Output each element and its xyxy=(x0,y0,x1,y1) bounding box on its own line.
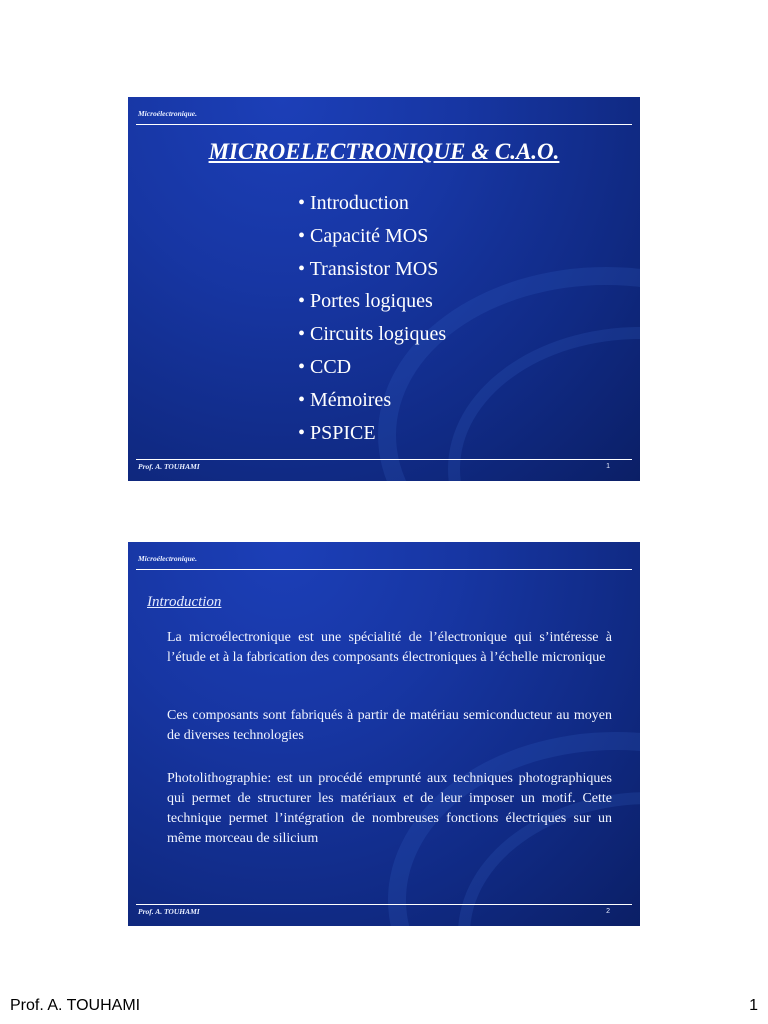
outline-item: • Mémoires xyxy=(298,388,392,411)
slide-page-number: 1 xyxy=(606,463,610,470)
outline-item: • Portes logiques xyxy=(298,290,433,313)
slide-page-number: 2 xyxy=(606,908,610,915)
slide-title: MICROELECTRONIQUE & C.A.O. xyxy=(208,139,560,164)
outline-item: • CCD xyxy=(298,355,352,378)
slide-1 xyxy=(128,97,640,481)
paragraph: La microélectronique est une spécialité de l’électronique qui s’intéresse à l’étude et à la fabrication des composants électroniques à l’échelle micronique xyxy=(167,630,612,665)
decorative-swoosh xyxy=(448,327,640,481)
outline-item: • Transistor MOS xyxy=(298,257,439,280)
paragraph: Ces composants sont fabriqués à partir de matériau semiconducteur au moyen de diverses technologies xyxy=(167,708,612,743)
footer-divider xyxy=(136,904,632,905)
slide-footer: Prof. A. TOUHAMI xyxy=(138,462,200,471)
outline-item: • Capacité MOS xyxy=(298,224,429,247)
outline-item: • PSPICE xyxy=(298,421,376,444)
slide-header: Microélectronique. xyxy=(138,109,197,118)
header-divider xyxy=(136,124,632,125)
slide-footer: Prof. A. TOUHAMI xyxy=(138,907,200,916)
slide-header: Microélectronique. xyxy=(138,554,197,563)
page-footer-number: 1 xyxy=(749,997,758,1014)
outline-item: • Introduction xyxy=(298,192,409,214)
footer-divider xyxy=(136,459,632,460)
outline-item: • Circuits logiques xyxy=(298,323,447,346)
section-title: Introduction xyxy=(147,594,222,610)
slide-2 xyxy=(128,542,640,926)
outline-list xyxy=(298,187,446,449)
page-footer-author: Prof. A. TOUHAMI xyxy=(10,997,141,1014)
paragraph: Photolithographie: est un procédé emprunté aux techniques photographiques qui permet de structurer les matériaux et de leur imposer un motif. Cette technique permet l’intégration de nombreuses fonctions électriques sur un même morceau de silicium xyxy=(167,771,612,846)
header-divider xyxy=(136,569,632,570)
